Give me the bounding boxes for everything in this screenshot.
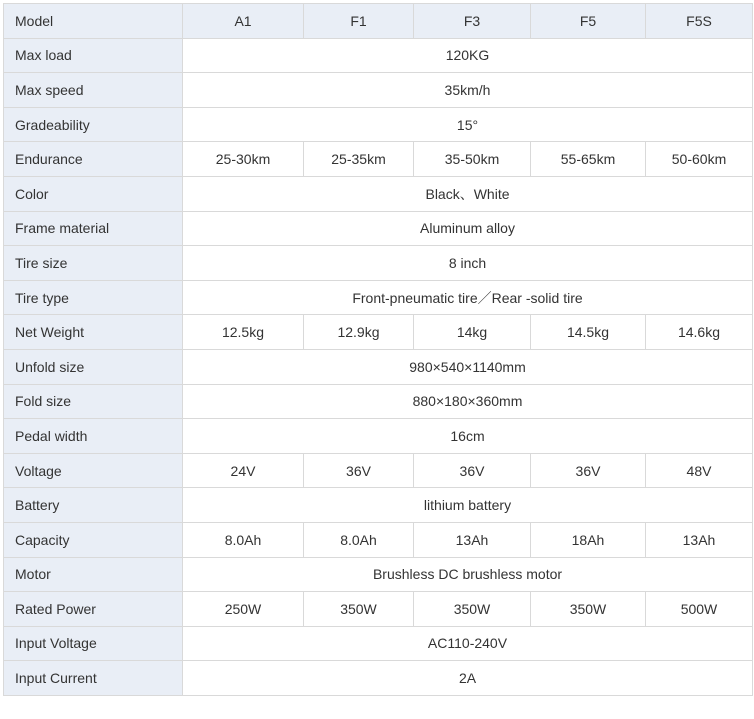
- table-row: [4, 661, 753, 696]
- table-row: [4, 557, 753, 592]
- model-header-cell: F5S: [646, 4, 753, 39]
- value-cell: 14.6kg: [646, 315, 753, 350]
- value-cell: 250W: [183, 592, 304, 627]
- model-header-cell: F1: [304, 4, 414, 39]
- table-row: [4, 522, 753, 557]
- model-header-cell: A1: [183, 4, 304, 39]
- shared-value-cell: 16cm: [183, 419, 753, 454]
- shared-value-cell: 880×180×360mm: [183, 384, 753, 419]
- model-header-cell: F3: [414, 4, 531, 39]
- value-cell: 36V: [531, 453, 646, 488]
- row-label: Max speed: [4, 73, 183, 108]
- value-cell: 18Ah: [531, 522, 646, 557]
- shared-value-cell: 15°: [183, 107, 753, 142]
- table-row: [4, 626, 753, 661]
- value-cell: 24V: [183, 453, 304, 488]
- value-cell: 13Ah: [414, 522, 531, 557]
- shared-value-cell: 980×540×1140mm: [183, 349, 753, 384]
- row-label: Tire type: [4, 280, 183, 315]
- row-label: Max load: [4, 38, 183, 73]
- row-label: Voltage: [4, 453, 183, 488]
- table-row: [4, 315, 753, 350]
- table-row: [4, 384, 753, 419]
- value-cell: 8.0Ah: [183, 522, 304, 557]
- table-row: [4, 280, 753, 315]
- header-label: Model: [4, 4, 183, 39]
- table-row: [4, 246, 753, 281]
- value-cell: 36V: [304, 453, 414, 488]
- row-label: Endurance: [4, 142, 183, 177]
- table-row: [4, 107, 753, 142]
- value-cell: 500W: [646, 592, 753, 627]
- shared-value-cell: 8 inch: [183, 246, 753, 281]
- row-label: Unfold size: [4, 349, 183, 384]
- value-cell: 14.5kg: [531, 315, 646, 350]
- shared-value-cell: lithium battery: [183, 488, 753, 523]
- shared-value-cell: Front-pneumatic tire／Rear -solid tire: [183, 280, 753, 315]
- shared-value-cell: 120KG: [183, 38, 753, 73]
- row-label: Net Weight: [4, 315, 183, 350]
- table-row: [4, 453, 753, 488]
- value-cell: 50-60km: [646, 142, 753, 177]
- row-label: Fold size: [4, 384, 183, 419]
- row-label: Tire size: [4, 246, 183, 281]
- table-row: [4, 176, 753, 211]
- row-label: Frame material: [4, 211, 183, 246]
- table-row: [4, 211, 753, 246]
- row-label: Input Voltage: [4, 626, 183, 661]
- value-cell: 48V: [646, 453, 753, 488]
- table-row: [4, 142, 753, 177]
- row-label: Pedal width: [4, 419, 183, 454]
- row-label: Input Current: [4, 661, 183, 696]
- row-label: Gradeability: [4, 107, 183, 142]
- value-cell: 25-35km: [304, 142, 414, 177]
- value-cell: 8.0Ah: [304, 522, 414, 557]
- table-row: [4, 592, 753, 627]
- table-row: [4, 38, 753, 73]
- value-cell: 14kg: [414, 315, 531, 350]
- table-row: [4, 349, 753, 384]
- shared-value-cell: 2A: [183, 661, 753, 696]
- value-cell: 12.9kg: [304, 315, 414, 350]
- header-row: [4, 4, 753, 39]
- row-label: Motor: [4, 557, 183, 592]
- shared-value-cell: AC110-240V: [183, 626, 753, 661]
- table-row: [4, 419, 753, 454]
- shared-value-cell: Black、White: [183, 176, 753, 211]
- model-header-cell: F5: [531, 4, 646, 39]
- value-cell: 25-30km: [183, 142, 304, 177]
- table-row: [4, 488, 753, 523]
- row-label: Battery: [4, 488, 183, 523]
- value-cell: 12.5kg: [183, 315, 304, 350]
- shared-value-cell: Brushless DC brushless motor: [183, 557, 753, 592]
- value-cell: 36V: [414, 453, 531, 488]
- shared-value-cell: Aluminum alloy: [183, 211, 753, 246]
- value-cell: 35-50km: [414, 142, 531, 177]
- value-cell: 13Ah: [646, 522, 753, 557]
- spec-table-body: [4, 4, 753, 696]
- row-label: Rated Power: [4, 592, 183, 627]
- shared-value-cell: 35km/h: [183, 73, 753, 108]
- row-label: Capacity: [4, 522, 183, 557]
- value-cell: 350W: [414, 592, 531, 627]
- row-label: Color: [4, 176, 183, 211]
- value-cell: 350W: [531, 592, 646, 627]
- table-row: [4, 73, 753, 108]
- value-cell: 350W: [304, 592, 414, 627]
- value-cell: 55-65km: [531, 142, 646, 177]
- spec-table: [3, 3, 753, 696]
